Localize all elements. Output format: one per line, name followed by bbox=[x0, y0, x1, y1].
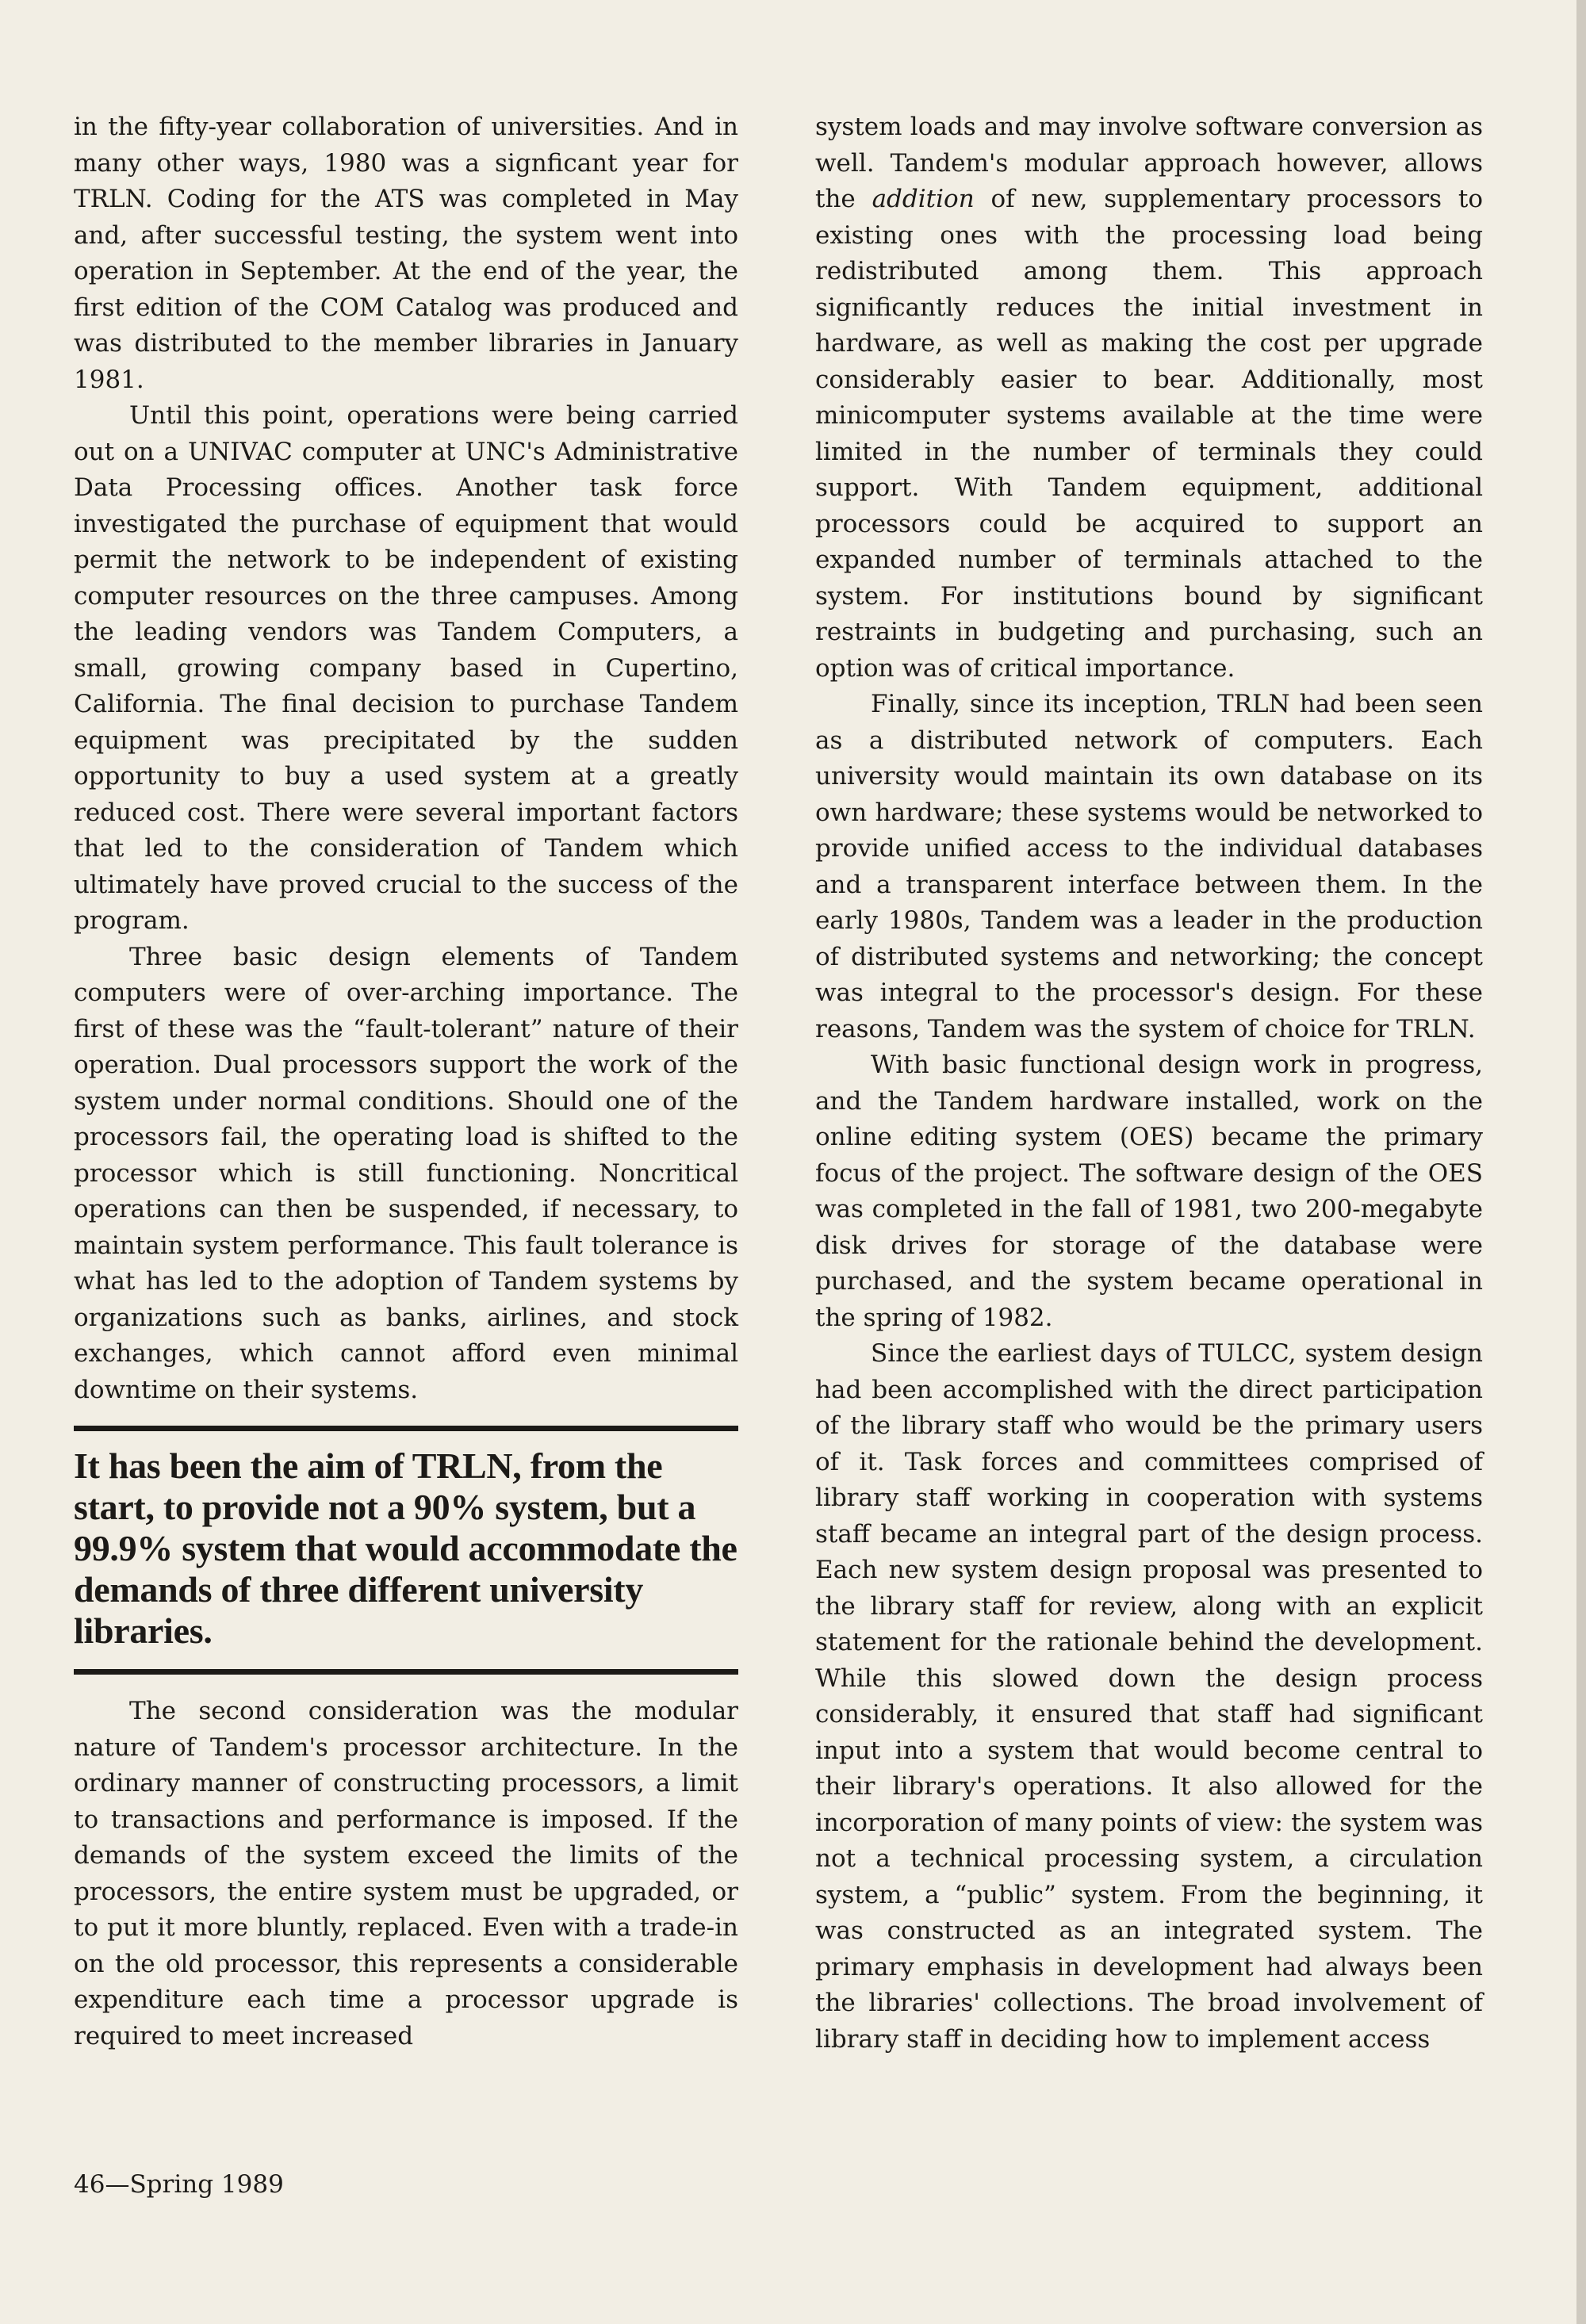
right-paragraph-4: Since the earliest days of TULCC, system design had been accomplished with the direct participation of the library staff who would be the primary users of it. Task forces and committees comprised of library staff working in cooperation with systems staff became an integral part of the design process. Each new system design proposal was presented to the library staff for review, along with an explicit statement for the rationale behind the development. While this slowed down the design process considerably, it ensured that staff had significant input into a system that would become central to their library's operations. It also allowed for the incorporation of many points of view: the system was not a technical processing system, a circulation system, a “public” system. From the beginning, it was constructed as an integrated system. The primary emphasis in development had always been the libraries' collections. The broad involvement of library staff in deciding how to implement access bbox=[815, 1339, 1483, 2054]
right-paragraph-1-start: system loads and may involve software conversion as well. Tandem's modular approach however, allows the bbox=[815, 113, 1483, 213]
left-paragraph-1: in the fifty-year collaboration of universities. And in many other ways, 1980 was a signficant year for TRLN. Coding for the ATS was completed in May and, after successful testing, the system went into operation in September. At the end of the year, the first edition of the COM Catalog was produced and was distributed to the member libraries in January 1981. bbox=[74, 113, 738, 394]
left-column bbox=[74, 109, 738, 2054]
pullquote-text: It has been the aim of TRLN, from the start, to provide not a 90% system, but a 99.9% system that would accommodate the demands of three different university libraries. bbox=[74, 1445, 737, 1651]
pullquote bbox=[74, 1426, 738, 1675]
emphasis-addition: addition bbox=[872, 185, 975, 213]
page-edge bbox=[1576, 0, 1586, 2324]
page-folio: 46—Spring 1989 bbox=[74, 2170, 284, 2199]
left-paragraph-2: Until this point, operations were being carried out on a UNIVAC computer at UNC's Administrative Data Processing offices. Another task force investigated the purchase of equipment that would permit the network to be independent of existing computer resources on the three campuses. Among the leading vendors was Tandem Computers, a small, growing company based in Cupertino, California. The final decision to purchase Tandem equipment was precipitated by the sudden opportunity to buy a used system at a greatly reduced cost. There were several important factors that led to the consideration of Tandem which ultimately have proved crucial to the success of the program. bbox=[74, 401, 738, 935]
right-paragraph-1 bbox=[815, 109, 1483, 687]
left-paragraph-4: The second consideration was the modular nature of Tandem's processor architecture. In the ordinary manner of constructing processors, a limit to transactions and performance is imposed. If the demands of the system exceed the limits of the processors, the entire system must be upgraded, or to put it more bluntly, replaced. Even with a trade-in on the old processor, this represents a considerable expenditure each time a processor upgrade is required to meet increased bbox=[74, 1697, 738, 2050]
right-paragraph-3: With basic functional design work in progress, and the Tandem hardware installed, work on the online editing system (OES) became the primary focus of the project. The software design of the OES was completed in the fall of 1981, two 200-megabyte disk drives for storage of the database were purchased, and the system became operational in the spring of 1982. bbox=[815, 1051, 1483, 1332]
right-paragraph-2: Finally, since its inception, TRLN had been seen as a distributed network of computers. Each university would maintain its own database on its own hardware; these systems would be networked to provide unified access to the individual databases and a transparent interface between them. In the early 1980s, Tandem was a leader in the production of distributed systems and networking; the concept was integral to the processor's design. For these reasons, Tandem was the system of choice for TRLN. bbox=[815, 690, 1483, 1043]
right-paragraph-1-end: of new, supplementary processors to existing ones with the processing load being redistributed among them. This approach significantly reduces the initial investment in hardware, as well as making the cost per upgrade considerably easier to bear. Additionally, most minicomputer systems available at the time were limited in the number of terminals they could support. With Tandem equipment, additional processors could be acquired to support an expanded number of terminals attached to the system. For institutions bound by significant restraints in budgeting and purchasing, such an option was of critical importance. bbox=[815, 185, 1484, 683]
left-paragraph-3: Three basic design elements of Tandem computers were of over-arching importance. The first of these was the “fault-tolerant” nature of their operation. Dual processors support the work of the system under normal conditions. Should one of the processors fail, the operating load is shifted to the processor which is still functioning. Noncritical operations can then be suspended, if necessary, to maintain system performance. This fault tolerance is what has led to the adoption of Tandem systems by organizations such as banks, airlines, and stock exchanges, which cannot afford even minimal downtime on their systems. bbox=[74, 942, 738, 1404]
right-column bbox=[815, 109, 1483, 2058]
